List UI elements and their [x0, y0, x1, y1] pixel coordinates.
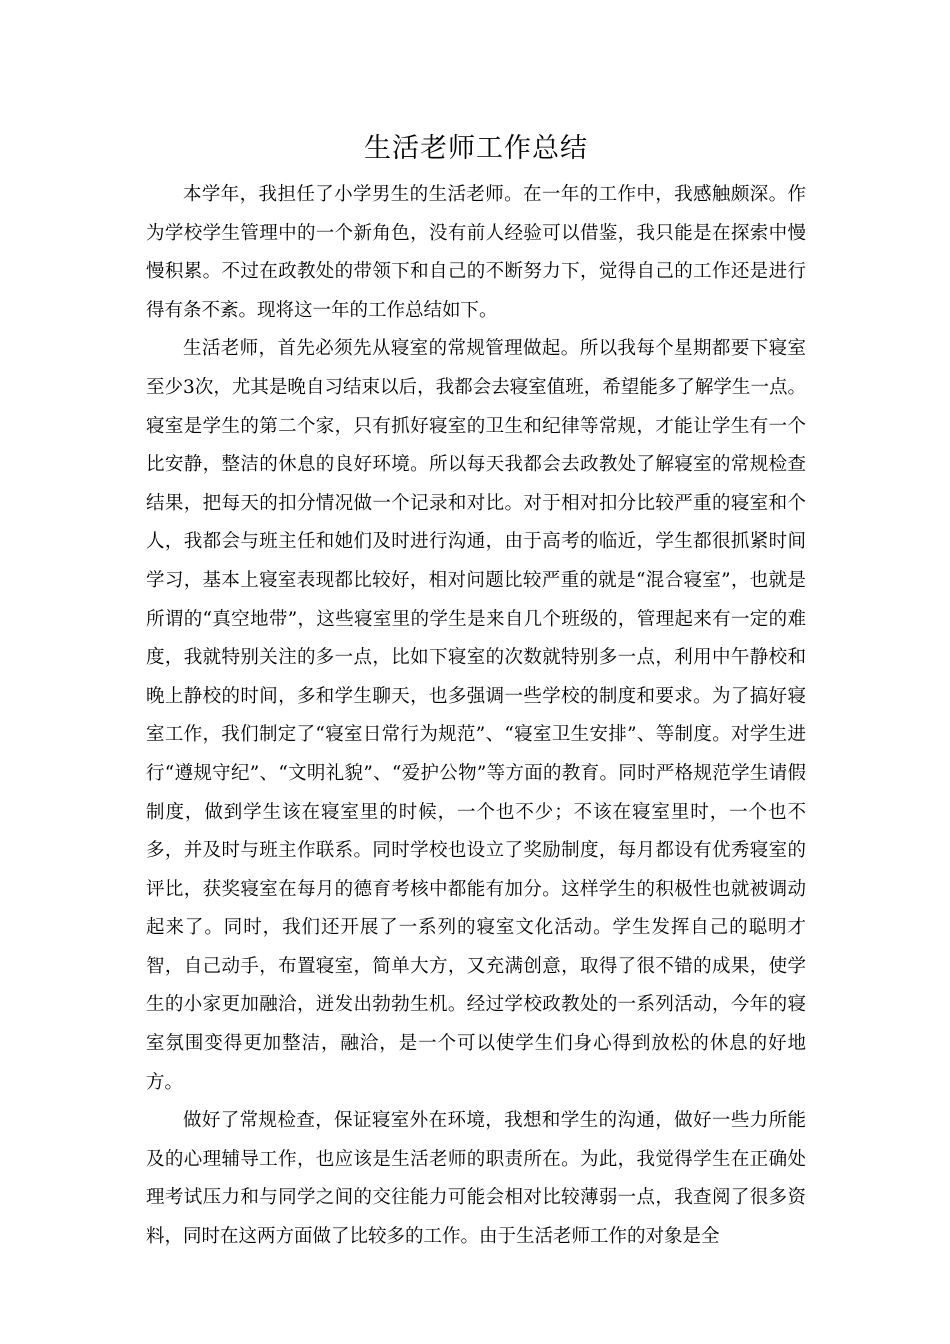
paragraph-dorm-management: 生活老师，首先必须先从寝室的常规管理做起。所以我每个星期都要下寝室至少3次，尤其是晚自习结束以后，我都会去寝室值班，希望能多了解学生一点。寝室是学生的第二个家，只有抓好寝室的卫生和纪律等常规，才能让学生有一个比安静，整洁的休息的良好环境。所以每天我都会去政教处了解寝室的常规检查结果，把每天的扣分情况做一个记录和对比。对于相对扣分比较严重的寝室和个人，我都会与班主任和她们及时进行沟通，由于高考的临近，学生都很抓紧时间学习，基本上寝室表现都比较好，相对问题比较严重的就是“混合寝室”，也就是所谓的“真空地带”，这些寝室里的学生是来自几个班级的，管理起来有一定的难度，我就特别关注的多一点，比如下寝室的次数就特别多一点，利用中午静校和晚上静校的时间，多和学生聊天，也多强调一些学校的制度和要求。为了搞好寝室工作，我们制定了“寝室日常行为规范”、“寝室卫生安排”、等制度。对学生进行“遵规守纪”、“文明礼貌”、“爱护公物”等方面的教育。同时严格规范学生请假制度，做到学生该在寝室里的时候，一个也不少；不该在寝室里时，一个也不多，并及时与班主作联系。同时学校也设立了奖励制度，每月都设有优秀寝室的评比，获奖寝室在每月的德育考核中都能有加分。这样学生的积极性也就被调动起来了。同时，我们还开展了一系列的寝室文化活动。学生发挥自己的聪明才智，自己动手，布置寝室，简单大方，又充满创意，取得了很不错的成果，使学生的小家更加融洽，迸发出勃勃生机。经过学校政教处的一系列活动，今年的寝室氛围变得更加整洁，融洽，是一个可以使学生们身心得到放松的休息的好地方。 — [146, 338, 806, 1093]
paragraph-intro: 本学年，我担任了小学男生的生活老师。在一年的工作中，我感触颇深。作为学校学生管理中的一个新角色，没有前人经验可以借鉴，我只能是在探索中慢慢积累。不过在政教处的带领下和自己的不断努力下，觉得自己的工作还是进行得有条不紊。现将这一年的工作总结如下。 — [146, 184, 806, 321]
document-title: 生活老师工作总结 — [364, 133, 588, 164]
paragraph-counseling: 做好了常规检查，保证寝室外在环境，我想和学生的沟通，做好一些力所能及的心理辅导工作，也应该是生活老师的职责所在。为此，我觉得学生在正确处理考试压力和与同学之间的交往能力可能会相对比较薄弱一点，我查阅了很多资料，同时在这两方面做了比较多的工作。由于生活老师工作的对象是全 — [146, 1110, 806, 1248]
document-page — [146, 128, 806, 1257]
